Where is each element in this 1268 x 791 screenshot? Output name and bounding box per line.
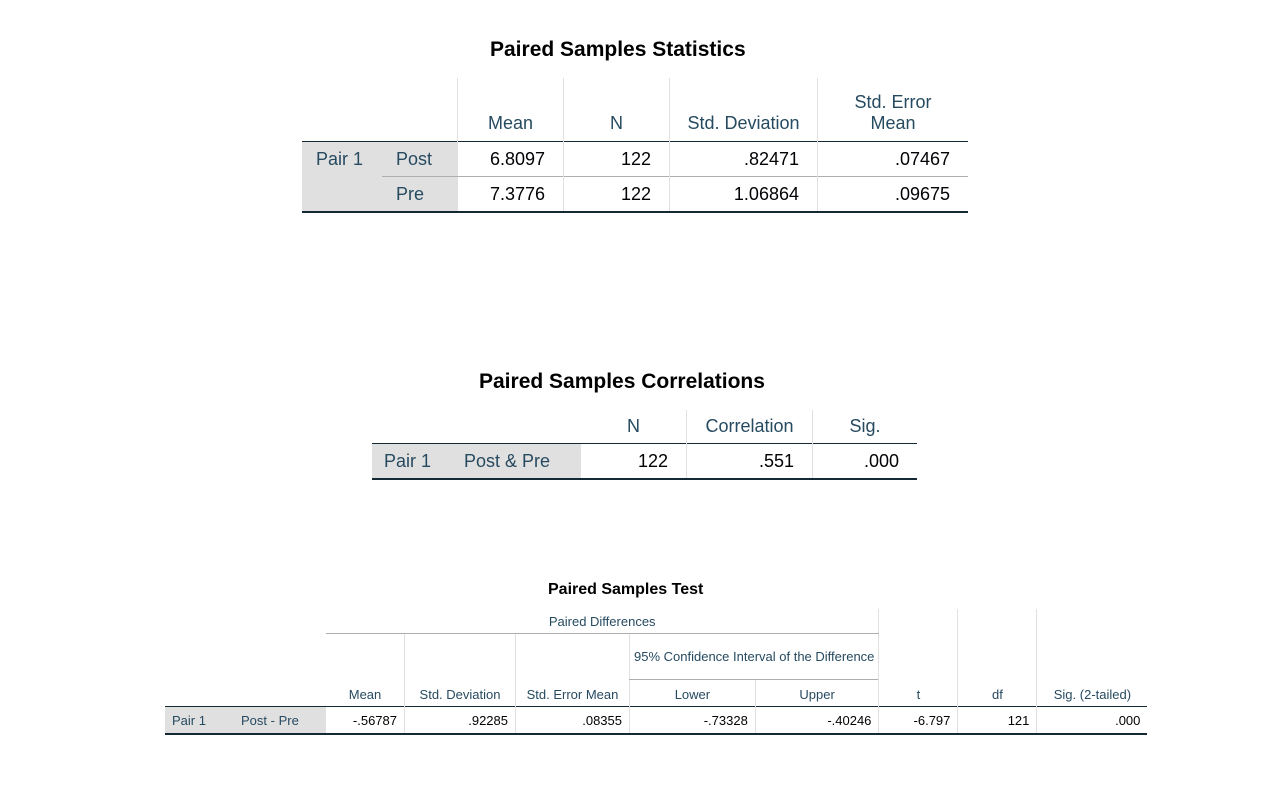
mean-cell: 6.8097 [489, 148, 545, 169]
variable-label: Post & Pre [452, 444, 581, 480]
header-std-error-mean-line1: Std. Error [854, 92, 932, 112]
header-lower: Lower [674, 687, 711, 702]
correlations-title: Paired Samples Correlations [479, 370, 765, 393]
variable-label: Post - Pre [234, 707, 326, 735]
upper-cell: -.40246 [755, 707, 879, 735]
test-header-row-1 [165, 609, 1147, 634]
header-std-error-mean: Std. Error Mean [526, 687, 619, 702]
df-cell: 121 [958, 707, 1037, 735]
header-confidence-interval: 95% Confidence Interval of the Difference [630, 634, 879, 680]
statistics-header-row [302, 78, 968, 142]
header-sig: Sig. (2-tailed) [1053, 687, 1132, 702]
n-cell: 122 [564, 177, 670, 213]
table-row [302, 142, 968, 177]
sig-cell: .000 [1037, 707, 1148, 735]
header-sig: Sig. [813, 410, 918, 444]
table-row [372, 444, 917, 480]
header-n: N [627, 416, 640, 436]
correlation-cell: .551 [687, 444, 813, 480]
mean-cell: -.56787 [352, 712, 397, 728]
header-mean: Mean [458, 78, 564, 142]
std-error-mean-cell: .09675 [818, 177, 969, 213]
header-std-error-mean [818, 78, 969, 142]
header-correlation: Correlation [687, 410, 813, 444]
n-cell: 122 [564, 142, 670, 177]
pair-label: Pair 1 [372, 444, 452, 480]
header-n: N [564, 78, 670, 142]
n-cell: 122 [637, 450, 668, 471]
statistics-table [302, 78, 968, 213]
std-deviation-cell: .92285 [405, 707, 516, 735]
header-df: df [991, 687, 1003, 702]
variable-label: Post [382, 142, 458, 177]
std-error-mean-cell: .08355 [516, 707, 630, 735]
std-deviation-cell: 1.06864 [670, 177, 818, 213]
variable-label: Pre [382, 177, 458, 213]
correlations-table [372, 410, 917, 480]
table-row [165, 707, 1147, 735]
table-row [302, 177, 968, 213]
mean-cell: 7.3776 [458, 177, 564, 213]
t-cell: -6.797 [879, 707, 958, 735]
test-title: Paired Samples Test [548, 581, 704, 598]
statistics-title: Paired Samples Statistics [490, 38, 746, 61]
header-t: t [916, 687, 921, 702]
header-mean: Mean [348, 687, 382, 702]
header-upper: Upper [799, 687, 835, 702]
pair-label: Pair 1 [302, 142, 382, 177]
test-table [165, 609, 1147, 735]
header-std-deviation: Std. Deviation [670, 78, 818, 142]
pair-label: Pair 1 [165, 707, 234, 735]
lower-cell: -.73328 [630, 707, 756, 735]
header-paired-differences: Paired Differences [326, 609, 879, 634]
sig-cell: .000 [813, 444, 918, 480]
header-std-error-mean-line2: Mean [870, 113, 916, 133]
header-std-deviation: Std. Deviation [419, 687, 501, 702]
std-error-mean-cell: .07467 [818, 142, 969, 177]
std-deviation-cell: .82471 [670, 142, 818, 177]
correlations-header-row [372, 410, 917, 444]
